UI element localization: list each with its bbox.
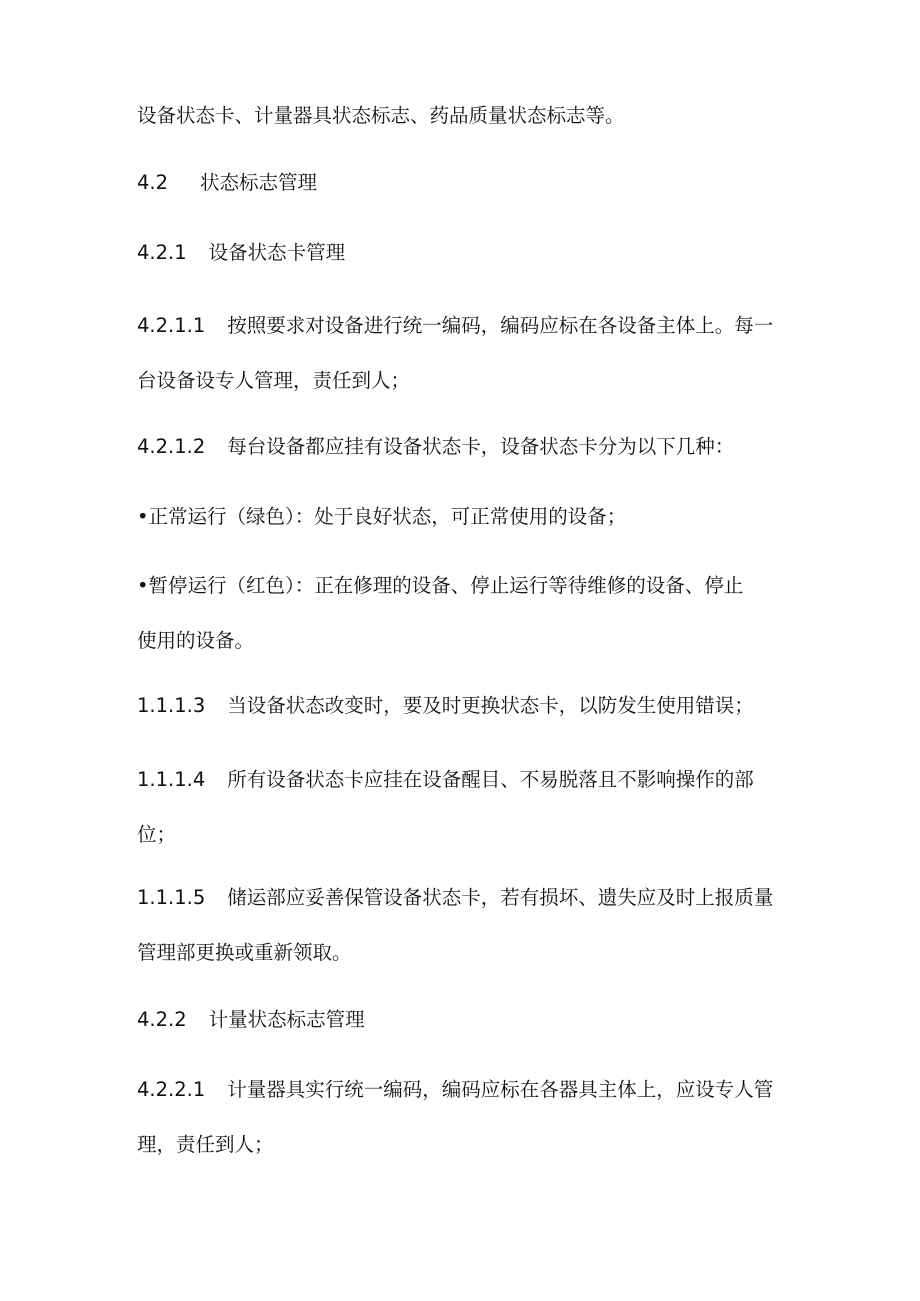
section-title: 设备状态卡管理 (208, 241, 346, 264)
section-number: 4.2.2 (137, 1008, 187, 1031)
clause-1-1-1-5 (137, 870, 787, 980)
bullet-text-line-1: •暂停运行（红色）：正在修理的设备、停止运行等待维修的设备、停止 (137, 574, 744, 597)
clause-number: 1.1.1.3 (137, 694, 206, 717)
clause-4-2-2-1 (137, 1062, 787, 1172)
clause-text-line-2: 位； (137, 823, 177, 846)
clause-text-line-2: 理，责任到人； (137, 1133, 274, 1156)
clause-text-line-1: 储运部应妥善保管设备状态卡，若有损坏、遗失应及时上报质量 (227, 886, 774, 909)
clause-number: 1.1.1.5 (137, 886, 206, 909)
clause-text-line-2: 管理部更换或重新领取。 (137, 941, 352, 964)
section-heading-4-2-1 (137, 225, 787, 280)
clause-number: 4.2.1.1 (137, 314, 206, 337)
paragraph-text: 设备状态卡、计量器具状态标志、药品质量状态标志等。 (137, 104, 625, 127)
clause-text: 每台设备都应挂有设备状态卡，设备状态卡分为以下几种： (227, 435, 735, 458)
clause-1-1-1-4 (137, 752, 787, 862)
bullet-item-paused-running (137, 558, 787, 668)
paragraph-continuation (137, 88, 787, 143)
clause-text-line-1: 按照要求对设备进行统一编码，编码应标在各设备主体上。每一 (227, 314, 774, 337)
clause-number: 1.1.1.4 (137, 768, 206, 791)
section-number: 4.2 (137, 171, 169, 194)
section-heading-4-2-2 (137, 992, 787, 1047)
clause-4-2-1-2 (137, 419, 787, 474)
clause-number: 4.2.2.1 (137, 1078, 206, 1101)
section-heading-4-2 (137, 155, 787, 210)
section-title: 计量状态标志管理 (208, 1008, 365, 1031)
bullet-text: •正常运行（绿色）：处于良好状态，可正常使用的设备； (137, 505, 627, 528)
clause-text-line-2: 台设备设专人管理，责任到人； (137, 369, 411, 392)
clause-number: 4.2.1.2 (137, 435, 206, 458)
bullet-text-line-2: 使用的设备。 (137, 629, 255, 652)
clause-text-line-1: 所有设备状态卡应挂在设备醒目、不易脱落且不影响操作的部 (227, 768, 754, 791)
clause-1-1-1-3 (137, 678, 787, 733)
clause-text: 当设备状态改变时，要及时更换状态卡，以防发生使用错误； (227, 694, 754, 717)
clause-4-2-1-1 (137, 298, 787, 408)
clause-text-line-1: 计量器具实行统一编码，编码应标在各器具主体上，应设专人管 (227, 1078, 774, 1101)
bullet-item-normal-running (137, 489, 787, 544)
section-title: 状态标志管理 (200, 171, 318, 194)
section-number: 4.2.1 (137, 241, 187, 264)
